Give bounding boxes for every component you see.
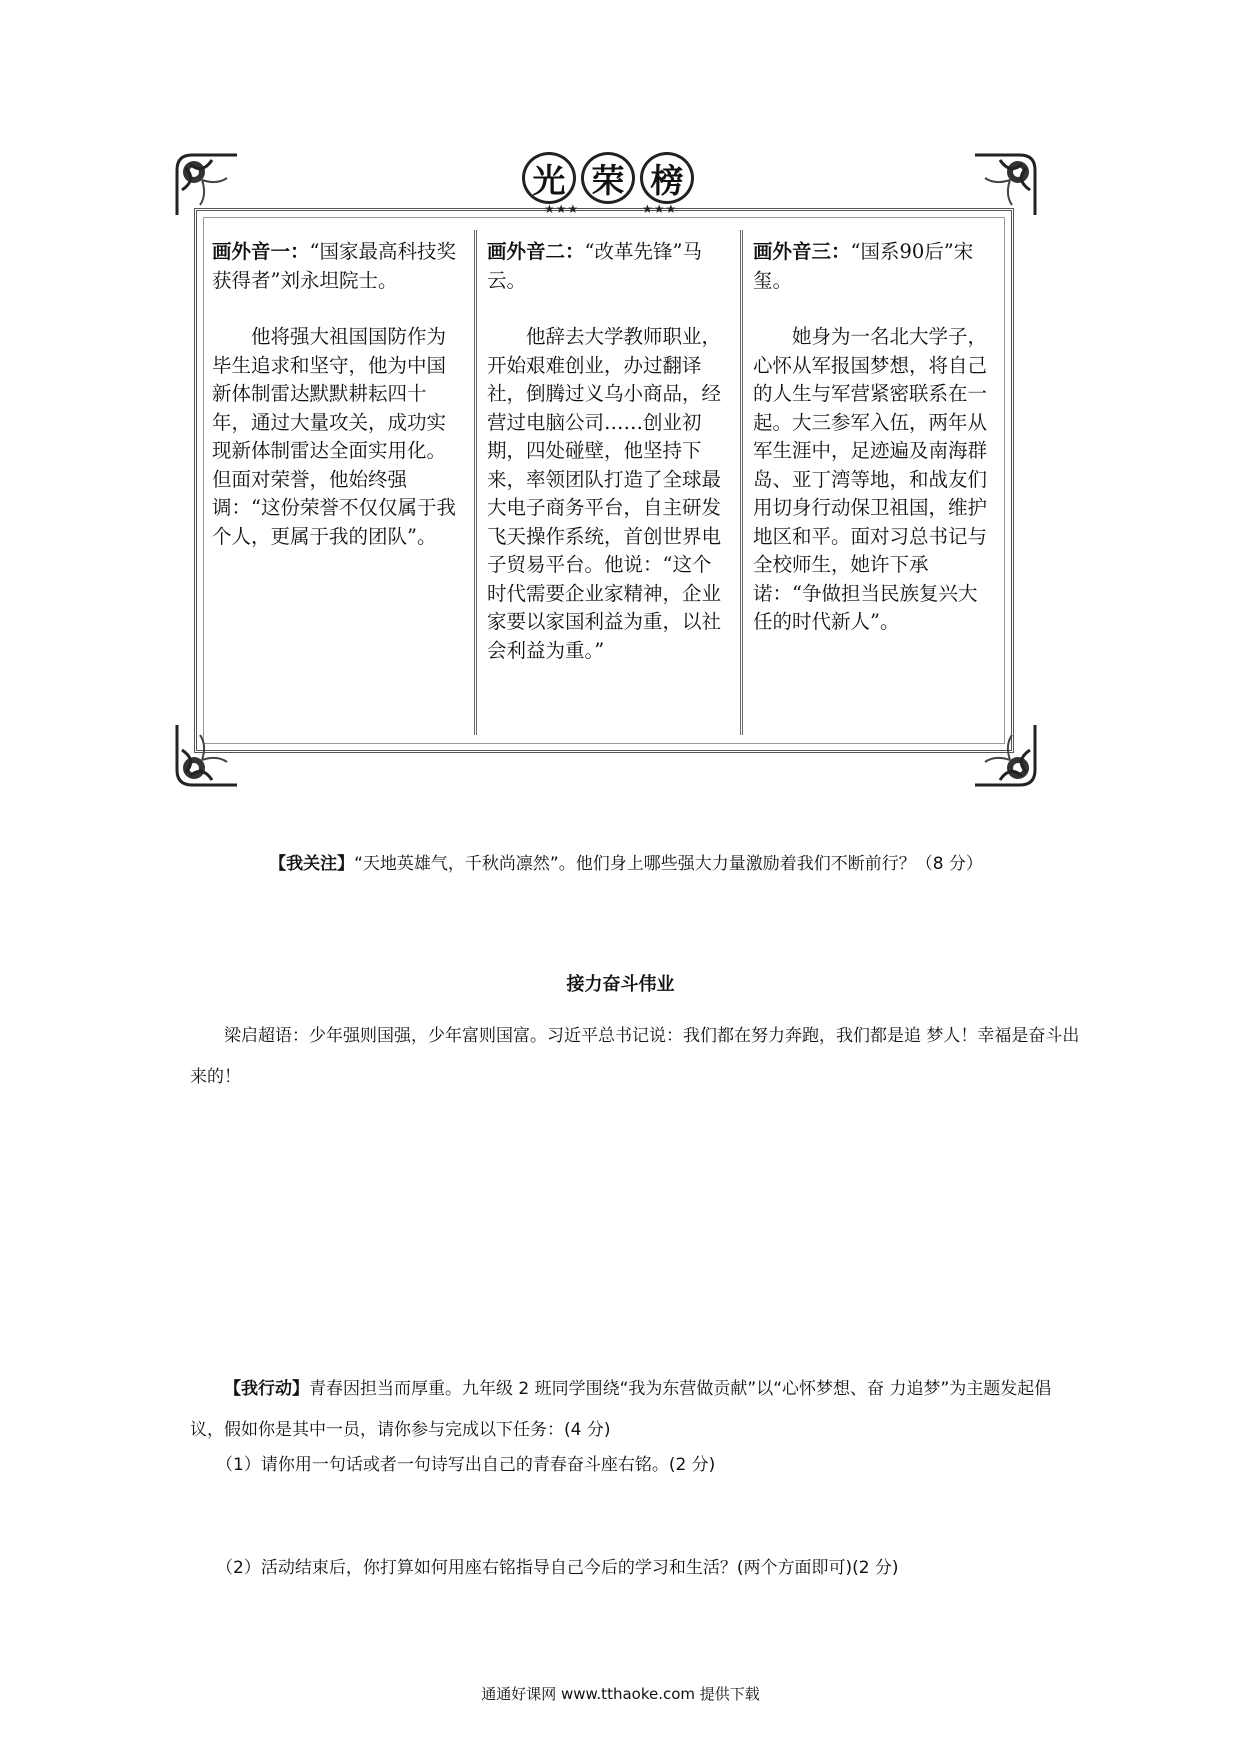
question-action-text: 青春因担当而厚重。九年级 2 班同学围绕“我为东营做贡献”以“心怀梦想、奋 力追梦”为主题发起倡议，假如你是其中一员，请你参与完成以下任务：(4 分) [190, 1379, 1052, 1440]
stars-icon: ★★★ [642, 202, 678, 216]
page-footer: 通通好课网 www.tthaoke.com 提供下载 [481, 1685, 760, 1703]
section-title: 接力奋斗伟业 [566, 974, 675, 995]
section-quote: 梁启超语：少年强则国强，少年富则国富。习近平总书记说：我们都在努力奔跑，我们都是追 梦人！幸福是奋斗出来的！ [190, 1026, 1080, 1087]
column-heading-label: 画外音二： [487, 240, 585, 263]
board-column [474, 230, 740, 735]
column-heading-label: 画外音三： [753, 240, 851, 263]
question-action [190, 1369, 1080, 1451]
column-heading [753, 238, 996, 295]
column-body: 他将强大祖国国防作为毕生追求和坚守，他为中国新体制雷达默默耕耘四十年，通过大量攻关，成功实现新体制雷达全面实用化。但面对荣誉，他始终强调：“这份荣誉不仅仅属于我个人，更属于我的团队”。 [212, 325, 456, 548]
sub-question-2: （2）活动结束后，你打算如何用座右铭指导自己今后的学习和生活？(两个方面即可)(2 分) [216, 1558, 899, 1578]
column-heading [212, 238, 464, 295]
board-column [202, 230, 474, 735]
board-title-char: 荣 [581, 152, 635, 204]
stars-icon: ★★★ [544, 202, 580, 216]
board-columns [202, 230, 1006, 735]
column-heading [487, 238, 730, 295]
honor-board [178, 150, 1034, 790]
board-title [522, 150, 694, 216]
question-focus-label: 【我关注】 [269, 854, 355, 874]
column-heading-text: “改革先锋”马云。 [487, 240, 702, 292]
sub-question-1: （1）请你用一句话或者一句诗写出自己的青春奋斗座右铭。(2 分) [216, 1455, 716, 1475]
column-heading-label: 画外音一： [212, 240, 310, 263]
board-title-char: 榜 [640, 152, 694, 204]
column-body: 她身为一名北大学子， 心怀从军报国梦想，将自己的人生与军营紧密联系在一起。大三参军入伍，两年从军生涯中，足迹遍及南海群岛、亚丁湾等地，和战友们用切身行动保卫祖国，维护地区和平。面对习总书记与全校师生，她许下承诺：“争做担当民族复兴大任的时代新人”。 [753, 325, 988, 633]
ornament-corner-icon [970, 150, 1040, 220]
column-body: 他辞去大学教师职业，开始艰难创业，办过翻译社，倒腾过义乌小商品，经营过电脑公司……创业初期，四处碰壁，他坚持下来，率领团队打造了全球最大电子商务平台，自主研发飞天操作系统，首创世界电子贸易平台。他说：“这个时代需要企业家精神，企业家要以家国利益为重，以社会利益为重。” [487, 325, 722, 662]
question-action-label: 【我行动】 [224, 1379, 309, 1399]
board-column [740, 230, 1006, 735]
ornament-corner-icon [172, 150, 242, 220]
column-heading-text: “国家最高科技奖获得者”刘永坦院士。 [212, 240, 456, 292]
question-focus [230, 850, 1022, 878]
board-title-char: 光 [522, 152, 576, 204]
question-focus-text: “天地英雄气，千秋尚凛然”。他们身上哪些强大力量激励着我们不断前行？（8 分） [354, 854, 983, 874]
column-heading-text: “国系90后”宋玺。 [753, 240, 974, 292]
